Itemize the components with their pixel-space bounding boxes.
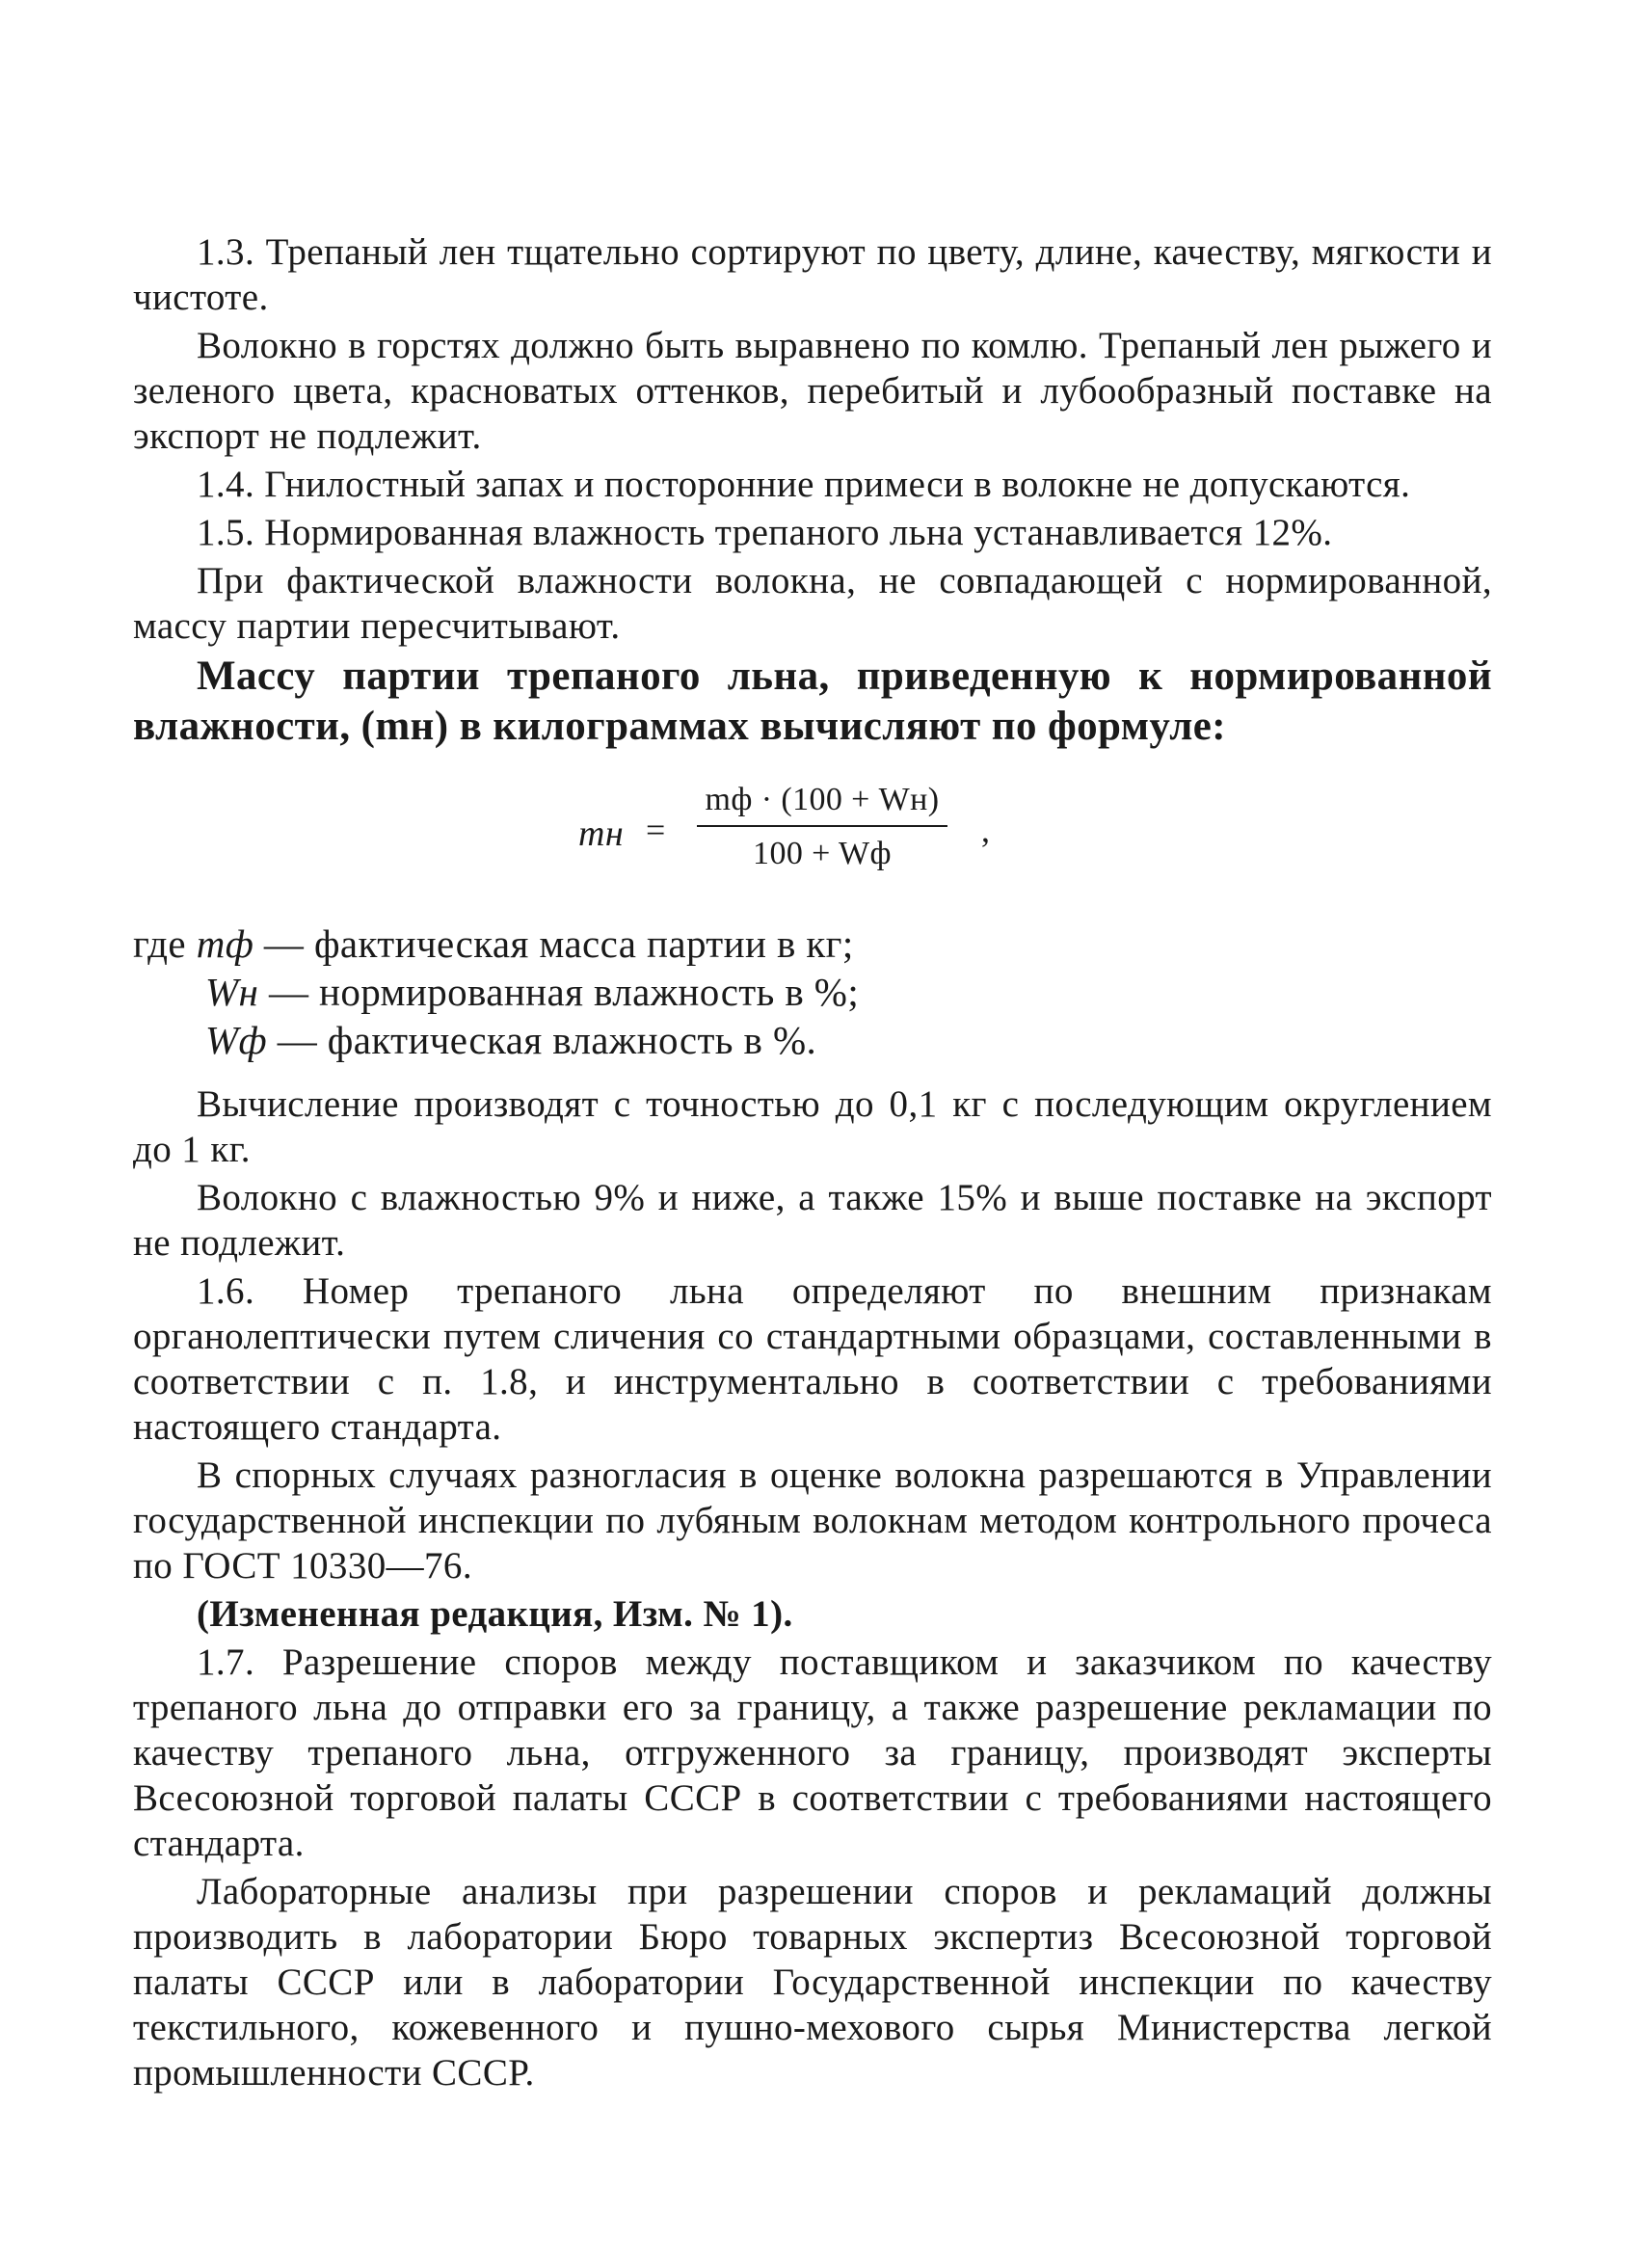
definition-text: фактическая масса партии в кг; xyxy=(313,921,854,966)
paragraph-moisture-limits: Волокно с влажностью 9% и ниже, а также 15% и выше поставке на экспорт не подлежит. xyxy=(133,1177,1492,1264)
paragraph-calculation-precision: Вычисление производят с точностью до 0,1 кг с последующим округлением до 1 кг. xyxy=(133,1083,1492,1170)
paragraph-1-5-actual-moisture: При фактической влажности волокна, не совпадающей с нормированной, массу партии пересчитывают. xyxy=(133,560,1492,647)
definition-dash: — xyxy=(277,1018,318,1062)
paragraph-amendment-note: (Измененная редакция, Изм. № 1). xyxy=(197,1593,793,1635)
paragraph-1-5: 1.5. Нормированная влажность трепаного льна устанавливается 12%. xyxy=(197,512,1333,553)
formula-definitions xyxy=(133,920,1492,1064)
formula-numerator: mф · (100 + Wн) xyxy=(705,782,940,817)
paragraph-1-4: 1.4. Гнилостный запах и посторонние примеси в волокне не допускаются. xyxy=(197,464,1411,505)
formula-denominator: 100 + Wф xyxy=(753,836,892,871)
paragraph-1-6: 1.6. Номер трепаного льна определяют по внешним признакам органолептически путем сличения со стандартными образцами, составленными в соответствии с п. 1.8, и инструментально в соответствии с требованиями настоящего стандарта. xyxy=(133,1270,1492,1448)
mass-formula xyxy=(133,765,1492,900)
definition-text: нормированная влажность в %; xyxy=(319,970,860,1014)
definition-symbol: Wф xyxy=(205,1018,268,1062)
definition-normalized-moisture xyxy=(133,968,1492,1016)
paragraph-1-7-laboratory: Лабораторные анализы при разрешении споров и рекламаций должны производить в лаборатории Бюро товарных экспертиз Всесоюзной торговой палаты СССР или в лаборатории Государственной инспекции по качеству текстильного, кожевенного и пушно-мехового сырья Министерства легкой промышленности СССР. xyxy=(133,1871,1492,2094)
paragraph-1-7: 1.7. Разрешение споров между поставщиком и заказчиком по качеству трепаного льна до отправки его за границу, а также разрешение рекламации по качеству трепаного льна, отгруженного за границу, производят эксперты Всесоюзной торговой палаты СССР в соответствии с требованиями настоящего стандарта. xyxy=(133,1641,1492,1864)
paragraph-1-5-formula-intro: Массу партии трепаного льна, приведенную к нормированной влажности, (mн) в килограммах вычисляют по формуле: xyxy=(133,654,1492,749)
formula-fraction-bar xyxy=(697,825,947,827)
definition-symbol: mф xyxy=(196,921,254,966)
formula-comma: , xyxy=(981,811,991,849)
formula-lhs: mн xyxy=(578,814,625,854)
paragraph-1-3-fiber: Волокно в горстях должно быть выравнено по комлю. Трепаный лен рыжего и зеленого цвета, красноватых оттенков, перебитый и лубообразный поставке на экспорт не подлежит. xyxy=(133,325,1492,457)
definition-actual-mass xyxy=(133,920,1492,968)
formula-equals: = xyxy=(646,811,666,849)
paragraph-1-6-disputes: В спорных случаях разногласия в оценке волокна разрешаются в Управлении государственной инспекции по лубяным волокнам методом контрольного прочеса по ГОСТ 10330—76. xyxy=(133,1454,1492,1587)
definition-prefix: где xyxy=(133,921,187,966)
definition-dash: — xyxy=(263,921,305,966)
document-body xyxy=(133,229,1492,2098)
definition-symbol: Wн xyxy=(205,970,259,1014)
definition-actual-moisture xyxy=(133,1016,1492,1064)
definition-dash: — xyxy=(268,970,309,1014)
paragraph-1-3: 1.3. Трепаный лен тщательно сортируют по цвету, длине, качеству, мягкости и чистоте. xyxy=(133,231,1492,318)
definition-text: фактическая влажность в %. xyxy=(327,1018,817,1062)
